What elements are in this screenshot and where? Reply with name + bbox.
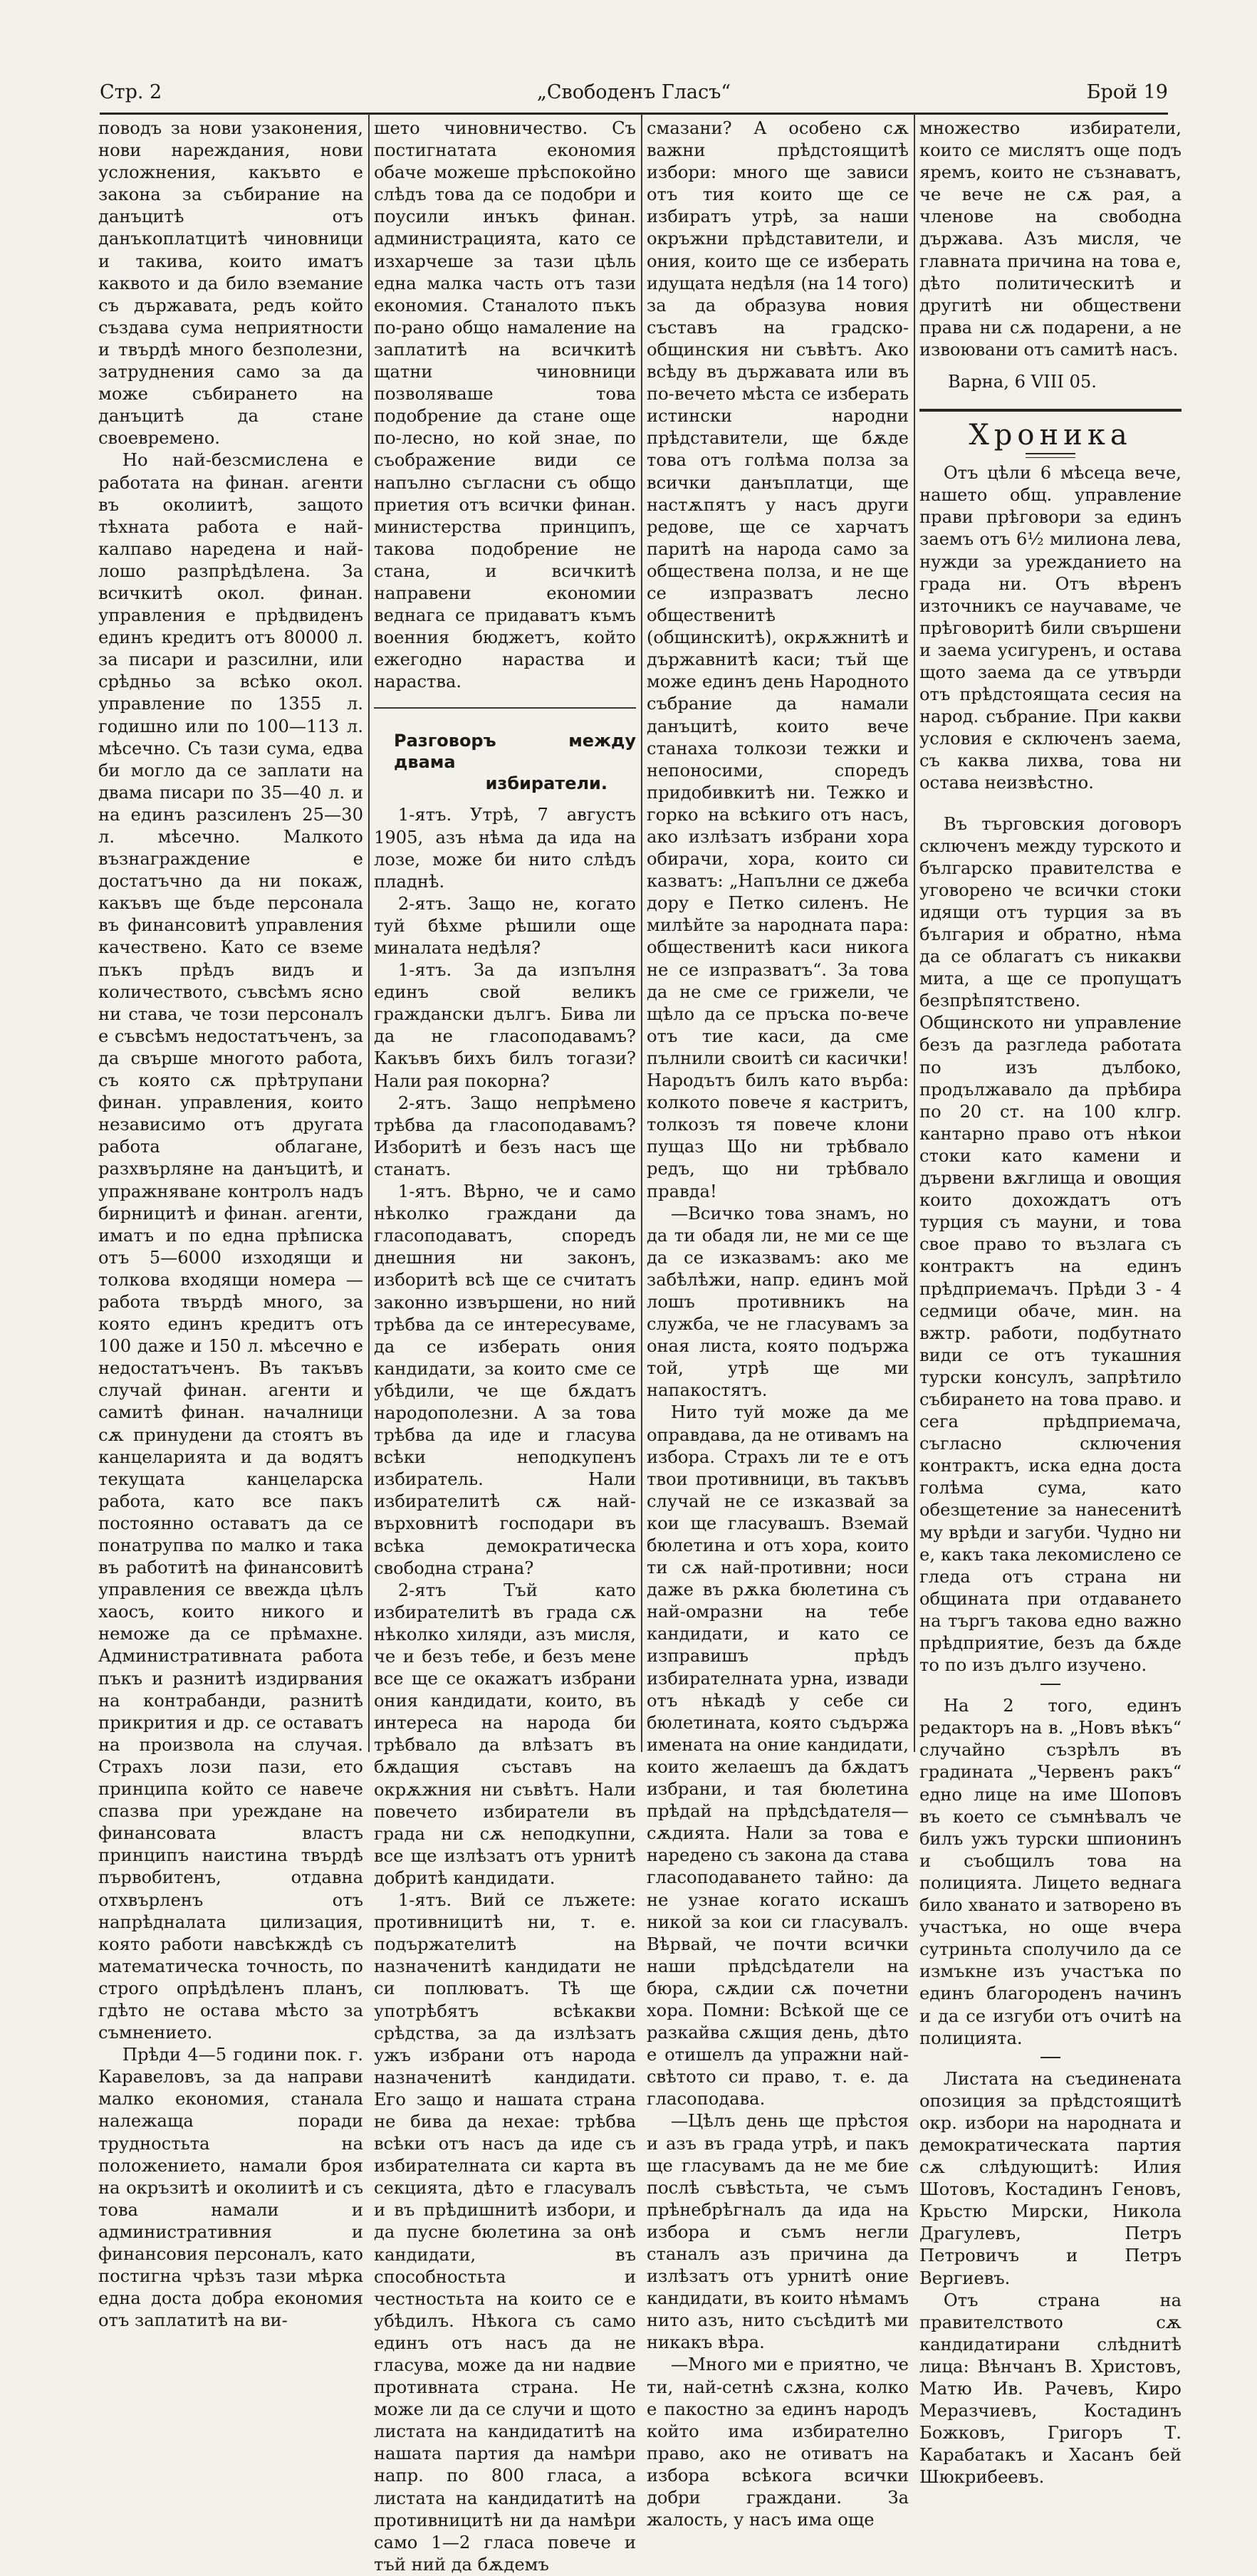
paragraph: —Цѣлъ день ще прѣстоя и азъ въ града утрѣ, и пакъ ще гласувамъ да не ме бие послѣ съвѣстьта, че съмъ прѣнебрѣгналъ да ида на избора и съмъ негли станалъ азъ причина да излѣзатъ отъ урнитѣ оние кандидати, въ които нѣмамъ нито азъ, нито съсѣдитѣ ми никакъ вѣра. [647,2111,909,2353]
paragraph: поводъ за нови узаконения, нови нареждания, нови усложнения, какъвто е закона за събирание на данъцитѣ отъ данъкоплатцитѣ чиновници и такива, които иматъ каквото и да било вземание съ държавата, редъ който създава сума неприятности и твърдѣ много безполезни, затруднения само за да може събирането на данъцитѣ да стане своевремено. [98,118,363,449]
column-divider [914,114,915,1752]
news-item: На 2 того, единъ редакторъ на в. „Новъ вѣкъ“ случайно съзрѣлъ въ градината „Червенъ ракъ“ едно лице на име Шоповъ въ което се съмнѣвалъ че билъ ужъ турски шпионинъ и съобщилъ това на полицията. Лицето веднага било хванато и затворено въ участъка, но още вчера сутриньта сполучило да се измъкне изъ участъка по единъ благороденъ начинъ и да се изгуби отъ очитѣ на полицията. [919,1696,1182,2048]
dialogue-line: 1-ятъ. Вѣрно, че и само нѣколко граждани да гласоподаватъ, споредъ днешния ни законъ, изборитѣ всѣ ще се считатъ законно извършени, но ний трѣбва да се интересуваме, да се изберать ония кандидати, за които сме се убѣдили, че ще бѫдатъ народополезни. А за това трѣбва да иде и гласува всѣки неподкупенъ избиратель. Нали избирателитѣ сѫ най-върховнитѣ господари въ всѣка демократическа свободна страна? [374,1182,636,1578]
paragraph: —Всичко това знамъ, но да ти обадя ли, не ми се ще да се изказвамъ: ако ме забѣлѣжи, напр. единъ мой лошъ противникъ на служба, че не гласувамъ за оная листа, която подържа той, утрѣ ще ми напакостятъ. [647,1203,909,1401]
item-separator [1040,2057,1060,2058]
spacer [919,795,1182,813]
article-title-line-2: избиратели. [485,773,607,794]
section-divider [374,707,636,709]
newspaper-title: „Свободенъ Гласъ“ [536,81,731,103]
paragraph: Но най-безсмислена е работата на финан. агенти въ околиитѣ, защото тѣхната работа е най-калпаво наредена и най-лошо разпрѣдѣлена. За всичкитѣ окол. финан. управления е прѣдвиденъ единъ кредитъ отъ 80000 л. за писари и разсилни, или срѣдньо за всѣко окол. управление по 1355 л. годишно или по 100—113 л. мѣсечно. Съ тази сума, едва би могло да се заплати на двама писари по 35—40 л. и на единъ разсиленъ 25—30 л. мѣсечно. Малкото възнаграждение е достатъчно да ни покаж, какъвъ ще бъде персонала въ финансовитѣ управления качествено. Като се вземе пъкъ прѣдъ видъ и количеството, съвсѣмъ ясно ни става, че този персоналъ е съвсѣмъ недостатъченъ, за да свърше многото работа, съ която сѫ прѣтрупани финан. управления, които независимо отъ другата работа облагане, разхвърляне на данъцитѣ, и упражняване контролъ надъ бирницитѣ и финан. агенти, иматъ и по една прѣписка отъ 5—6000 изходящи и толкова входящи номера — работа твърдѣ много, за която единъ кредитъ отъ 100 даже и 150 л. мѣсечно е недостатъченъ. Въ такъвъ случай финан. агенти и самитѣ финан. началници сѫ принудени да стоятъ въ канцеларията и да водятъ текущата канцеларска работа, като все пакъ постоянно оставатъ да се понатрупва по малко и така въ работитѣ на финансовитѣ управления се ввежда цѣлъ хаосъ, които никого и неможе да се прѣмахне. Административната работа пъкъ и разнитѣ издирвания на контрабанди, разнитѣ прикрития и др. се оставатъ на произвола на случая. Страхъ лози пази, ето принципа който се навече спазва при уреждане на финансовата властъ принципъ наистина твърдѣ първобитенъ, отдавна отхвърленъ отъ напрѣдналата цилизация, която работи навсѣкждѣ съ математическа точность, по строго опрѣдѣленъ планъ, гдѣто не остава мѣсто за съмнението. [98,450,363,2043]
column-2 [374,118,636,2575]
issue-number: Брой 19 [1086,81,1168,103]
dialogue-line: 1-ятъ. Вий се лъжете: противницитѣ ни, т. е. подържателитѣ на назначенитѣ кандидати не си поплюватъ. Тѣ ще употрѣбятъ всѣкакви срѣдства, за да излѣзатъ ужъ избрани отъ народа назначенитѣ кандидати. Его защо и нашата страна не бива да нехае: трѣбва всѣки отъ насъ да иде съ избирателната си карта въ секцията, дѣто е гласувалъ и въ прѣдишнитѣ избори, и да пусне бюлетина за онѣ кандидати, въ способностьта и честностьта на които се е убѣдилъ. Нѣкога съ само единъ отъ насъ да не гласува, може да ни надвие противната страна. Не може ли да се случи и щото листата на кандидатитѣ на нашата партия да намѣри напр. по 800 гласа, а листата на кандидатитѣ на противницитѣ ни да намѣри само 1—2 гласа повече и тъй ний да бѫдемъ [374,1890,636,2575]
dialogue-line: 2-ятъ. Защо непрѣмено трѣбва да гласоподавамъ? Изборитѣ и безъ насъ ще станатъ. [374,1093,636,1179]
dateline: Варна, 6 VIII 05. [948,372,1097,392]
section-title: Хроника [969,419,1132,452]
page-header [100,77,1168,115]
news-item: Отъ страна на правителството сѫ кандидатирани слѣднитѣ лица: Вѣнчанъ В. Христовъ, Матю Ив. Рачевъ, Киро Меразчиевъ, Костадинъ Божковъ, Григоръ Т. Карабатакъ и Хасанъ бей Шюкрибеевъ. [919,2290,1182,2488]
article-title-line-1: Разговоръ между двама [394,731,636,773]
column-4 [919,118,1182,2488]
paragraph: Нито туй може да ме оправдава, да не отивамъ на избора. Страхъ ли те е отъ твои противници, въ такъвъ случай не се изказвай за кои ще гласувашъ. Вземай бюлетина и отъ хора, които ти сѫ най-противни; носи даже въ рѫка бюлетина съ най-омразни на тебе кандидати, и като се изправишъ прѣдъ избирателната урна, извади отъ нѣкадѣ у себе си бюлетината, която съдържа имената на оние кандидати, които желаешъ да бѫдатъ избрани, и тая бюлетина прѣдай на прѣдсѣдателя—сѫдията. Нали за това е наредено съ закона да става гласоподаването тайно: да не узнае когато искашъ никой за кои си гласувалъ. Вѣрвай, че почти всички наши прѣдсѣдатели на бюра, сѫдии сѫ почетни хора. Помни: Всѣкой ще се разкайва сѫщия день, дѣто е отишелъ да упражни най-свѣтото си право, т. е. да гласоподава. [647,1402,909,2110]
paragraph: смазани? А особено сѫ важни прѣдстоящитѣ избори: много ще зависи отъ тия които ще се избиратъ утрѣ, за наши окръжни прѣдставители, и ония, които ще се изберать идущата недѣля (на 14 того) за да образува новия съставъ на градско-общинския ни съвѣтъ. Ако всѣду въ държавата или въ по-вечето мѣста се изберать истински народни прѣдставители, ще бѫде това отъ голѣма полза за всички данъплатци, ще настѫпятъ у насъ други редове, ще се харчатъ паритѣ на народа само за обществена полза, и не ще се изпразватъ лесно общественитѣ (общинскитѣ), окрѫжнитѣ и държавнитѣ каси; тъй ще може единъ день Народното събрание да намали данъцитѣ, които вече станаха толкози тежки и непоносими, споредъ придобивкитѣ ни. Тежко и горко на всѣкиго отъ насъ, ако излѣзатъ избрани хора обирачи, хора, които си казватъ: „Напълни се джеба дору е Петко силенъ. Не милѣйте за народната пара: общественитѣ каси никога не се изпразватъ“. За това да не сме се грижели, че щѣло да се пръска по-вече отъ тие каси, да сме пълнили своитѣ си касички! Народътъ билъ като върба: колкото повече я кастритъ, толкозъ тя повече клони пущаз Що ни трѣбвало редъ, що ни трѣбвало правда! [647,118,909,1201]
page-number: Стр. 2 [100,81,162,103]
column-1 [98,118,363,2331]
paragraph: —Много ми е приятно, че ти, най-сетнѣ сѫзна, колко е пакостно за единъ народъ който има избирателно право, ако не отиватъ на избора всѣкога всички добри граждани. За жалость, у насъ има още [647,2355,909,2530]
paragraph: Прѣди 4—5 години пок. г. Каравеловъ, за да направи малко економия, станала належаща поради трудностьта на положението, намали броя на окръзитѣ и околиитѣ и съ това намали и административния и финансовия персоналъ, като постигна чрѣзъ тази мѣрка една доста добра економия отъ заплатитѣ на ви- [98,2045,363,2331]
item-separator [1040,1684,1060,1685]
column-divider [641,114,642,1752]
dialogue-line: 1-ятъ. Утрѣ, 7 августъ 1905, азъ нѣма да ида на лозе, може би нито слѣдъ пладнѣ. [374,805,636,892]
news-item: Въ търговския договоръ сключенъ между турското и българско правителства е уговорено че всички стоки идящи отъ турция за въ българия и обратно, нѣма да се облагатъ съ никакви мита, а ще се пропущатъ безпрѣпятствено. Общинското ни управление безъ да разгледа работата по изъ дълбоко, продължавало да прѣбира по 20 ст. на 100 клгр. кантарно право отъ нѣкои стоки като камени и дървени вѫглища и овощия които дохождатъ отъ турция съ мауни, и това свое право то възлага съ контрактъ на единъ прѣдприемачъ. Прѣди 3 - 4 седмици обаче, мин. на вжтр. работи, подбутнато види се отъ тукашния турски консулъ, запрѣтило събирането на това право. и сега прѣдприемача, съгласно сключения контрактъ, иска една доста голѣма сума, като обезщетение за нанесенитѣ му врѣди и загуби. Чудно ни е, какъ така лекомислено се гледа отъ страна ни общината при отдаването на търгъ такова едно важно прѣдприятие, безъ да бѫде то по изъ дълго изучено. [919,813,1182,1676]
column-divider [368,114,370,1752]
title-ornament [1026,453,1075,458]
dialogue-line: 2-ятъ Тъй като избирателитѣ въ града сѫ нѣколко хиляди, азъ мисля, че и безъ тебе, и безъ мене все ще се окажатъ избрани ония кандидати, които, въ интереса на народа би трѣбвало да влѣзатъ въ бѫдащия съставъ на окрѫжния ни съвѣтъ. Нали повечето избиратели въ града ни сѫ неподкупни, все ще излѣзатъ отъ урнитѣ добритѣ кандидати. [374,1580,636,1888]
news-item: Листата на съединената опозиция за прѣдстоящитѣ окр. избори на народната и демократическата партия сѫ слѣдующитѣ: Илия Шотовъ, Костадинъ Геновъ, Крьстю Мирски, Никола Драгулевъ, Петръ Петровичъ и Петръ Вергиевъ. [919,2068,1182,2288]
column-3 [647,118,909,2530]
paragraph: множество избиратели, които се мислятъ още подъ яремъ, които не съзнаватъ, че вече не сѫ рая, а членове на свободна държава. Азъ мисля, че главната причина на това е, дѣто политическитѣ и другитѣ ни обществени права ни сѫ подарени, а не извоювани отъ самитѣ насъ. [919,118,1182,360]
article-title [374,730,636,794]
dialogue-line: 1-ятъ. За да изпълня единъ свой великъ граждански дългъ. Бива ли да не гласоподавамъ? Какъвъ бихъ билъ тогази? Нали рая покорна? [374,960,636,1091]
paragraph: шето чиновничество. Съ постигнатата економия обаче можеше прѣспокойно слѣдъ това да се подобри и поусили инъкъ финан. администрацията, като се изхарчеше за тази цѣль една малка часть отъ тази економия. Станалото пъкъ по-рано общо намаление на заплатитѣ на всичкитѣ щатни чиновници позволяваше това подобрение да стане още по-лесно, но кой знае, по съображение види се напълно съгласни съ общо приетия отъ всички финан. министерства принципъ, такова подобрение не стана, и всичкитѣ направени економии веднага се придаватъ къмъ военния бюджетъ, който ежегодно нараства и нараства. [374,118,636,692]
news-item: Отъ цѣли 6 мѣсеца вече, нашето общ. управление прави прѣговори за единъ заемъ отъ 6½ милиона лева, нужди за урежданието на града ни. Отъ вѣренъ източникъ се научаваме, че прѣговоритѣ били свършени и заема усигуренъ, и остава щото заема да се утвърди отъ прѣдстоящата сесия на народ. събрание. При какви условия е сключенъ заема, съ каква лихва, това ни остава неизвѣстно. [919,463,1182,793]
section-divider [919,409,1182,412]
dialogue-line: 2-ятъ. Защо не, когато туй бѣхме рѣшили още миналата недѣля? [374,893,636,958]
